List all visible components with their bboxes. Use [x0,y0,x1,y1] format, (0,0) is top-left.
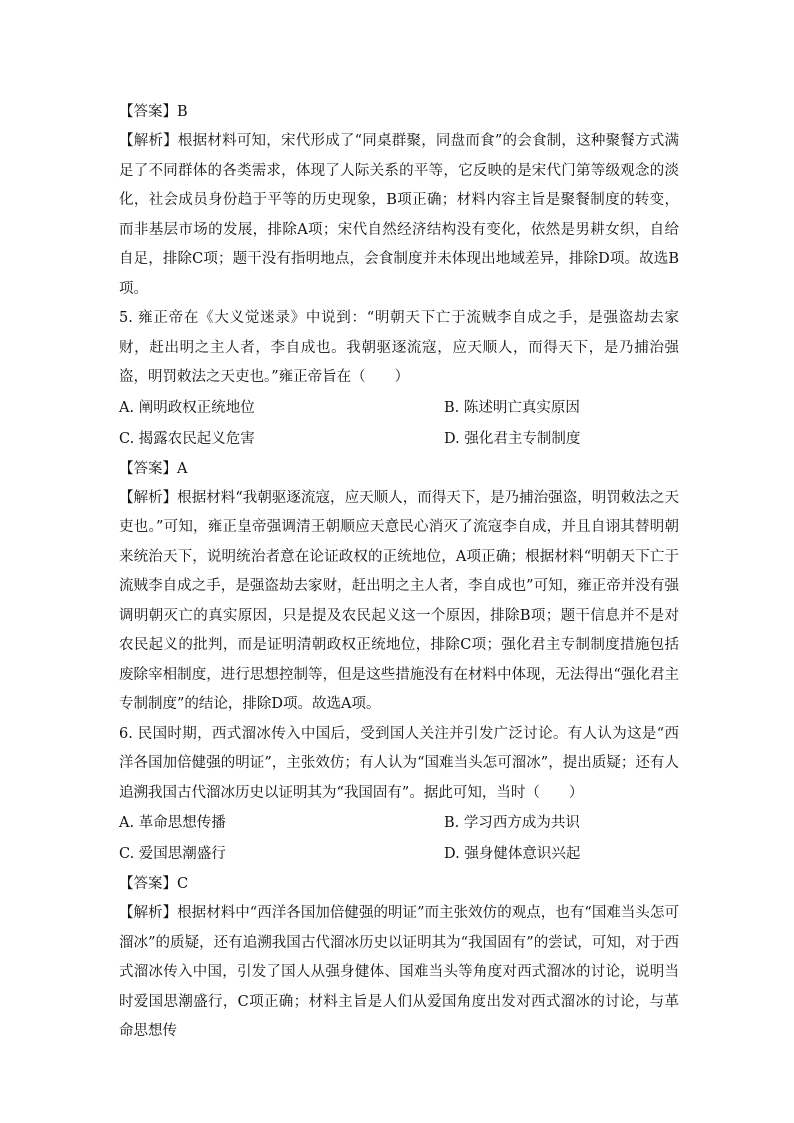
q6-option-c: C. 爱国思潮盛行 [119,846,226,862]
q5-analysis: 【解析】根据材料“我朝驱逐流寇，应天顺人，而得天下，是乃捕治强盗，明罚敕法之天吏也。”可知，雍正皇帝强调清王朝顺应天意民心消灭了流寇李自成，并且自诩其替明朝来统治天下，说明统治者意在论证政权的正统地位，A项正确；根据材料“明朝天下亡于流贼李自成之手，是强盗劫去家财，赶出明之主人者，李自成也”可知，雍正帝并没有强调明朝灭亡的真实原因，只是提及农民起义这一个原因，排除B项；题干信息并不是对农民起义的批判，而是证明清朝政权正统地位，排除C项；强化君主专制制度措施包括废除宰相制度，进行思想控制等，但是这些措施没有在材料中体现，无法得出“强化君主专制制度”的结论，排除D项。故选A项。 [119,489,679,712]
q5-option-d: D. 强化君主专制制度 [444,430,581,447]
q6-option-a: A. 革命思想传播 [119,815,226,831]
q5-answer: 【答案】A [119,460,188,477]
q6-option-b: B. 学习西方成为共识 [444,815,580,831]
q5-options-row-2 [119,424,679,455]
page-content [119,98,679,1047]
q5-option-b: B. 陈述明亡真实原因 [444,399,580,416]
q4-analysis: 【解析】根据材料可知，宋代形成了“同桌群聚，同盘而食”的会食制，这种聚餐方式满足了不同群体的各类需求，体现了人际关系的平等，它反映的是宋代门第等级观念的淡化，社会成员身份趋于平等的历史现象，B项正确；材料内容主旨是聚餐制度的转变，而非基层市场的发展，排除A项；宋代自然经济结构没有变化，依然是男耕女织，自给自足，排除C项；题干没有指明地点，会食制度并未体现出地域差异，排除D项。故选B项。 [119,133,679,297]
q6-answer: 【答案】C [119,876,189,892]
q4-answer: 【答案】B [119,104,188,120]
q5-option-a: A. 阐明政权正统地位 [119,399,255,416]
q5-stem: 5. 雍正帝在《大义觉迷录》中说到：“明朝天下亡于流贼李自成之手，是强盗劫去家财，赶出明之主人者，李自成也。我朝驱逐流寇，应天顺人，而得天下，是乃捕治强盗，明罚敕法之天吏也。”雍正帝旨在（ ） [119,310,679,385]
q5-option-c: C. 揭露农民起义危害 [119,430,255,447]
q6-option-d: D. 强身健体意识兴起 [444,846,581,862]
q6-options-row-2 [119,839,679,870]
q6-stem: 6. 民国时期，西式溜冰传入中国后，受到国人关注并引发广泛讨论。有人认为这是“西洋各国加倍健强的明证”，主张效仿；有人认为“国难当头怎可溜冰”，提出质疑；还有人追溯我国古代溜冰历史以证明其为“我国固有”。据此可知，当时（ ） [119,725,679,801]
q5-options-row-1 [119,393,679,424]
q6-options-row-1 [119,808,679,839]
q6-analysis: 【解析】根据材料中“西洋各国加倍健强的明证”而主张效仿的观点，也有“国难当头怎可溜冰”的质疑，还有追溯我国古代溜冰历史以证明其为“我国固有”的尝试，可知，对于西式溜冰传入中国，引发了国人从强身健体、国难当头等角度对西式溜冰的讨论，说明当时爱国思潮盛行，C项正确；材料主旨是人们从爱国角度出发对西式溜冰的讨论，与革命思想传 [119,905,679,1039]
